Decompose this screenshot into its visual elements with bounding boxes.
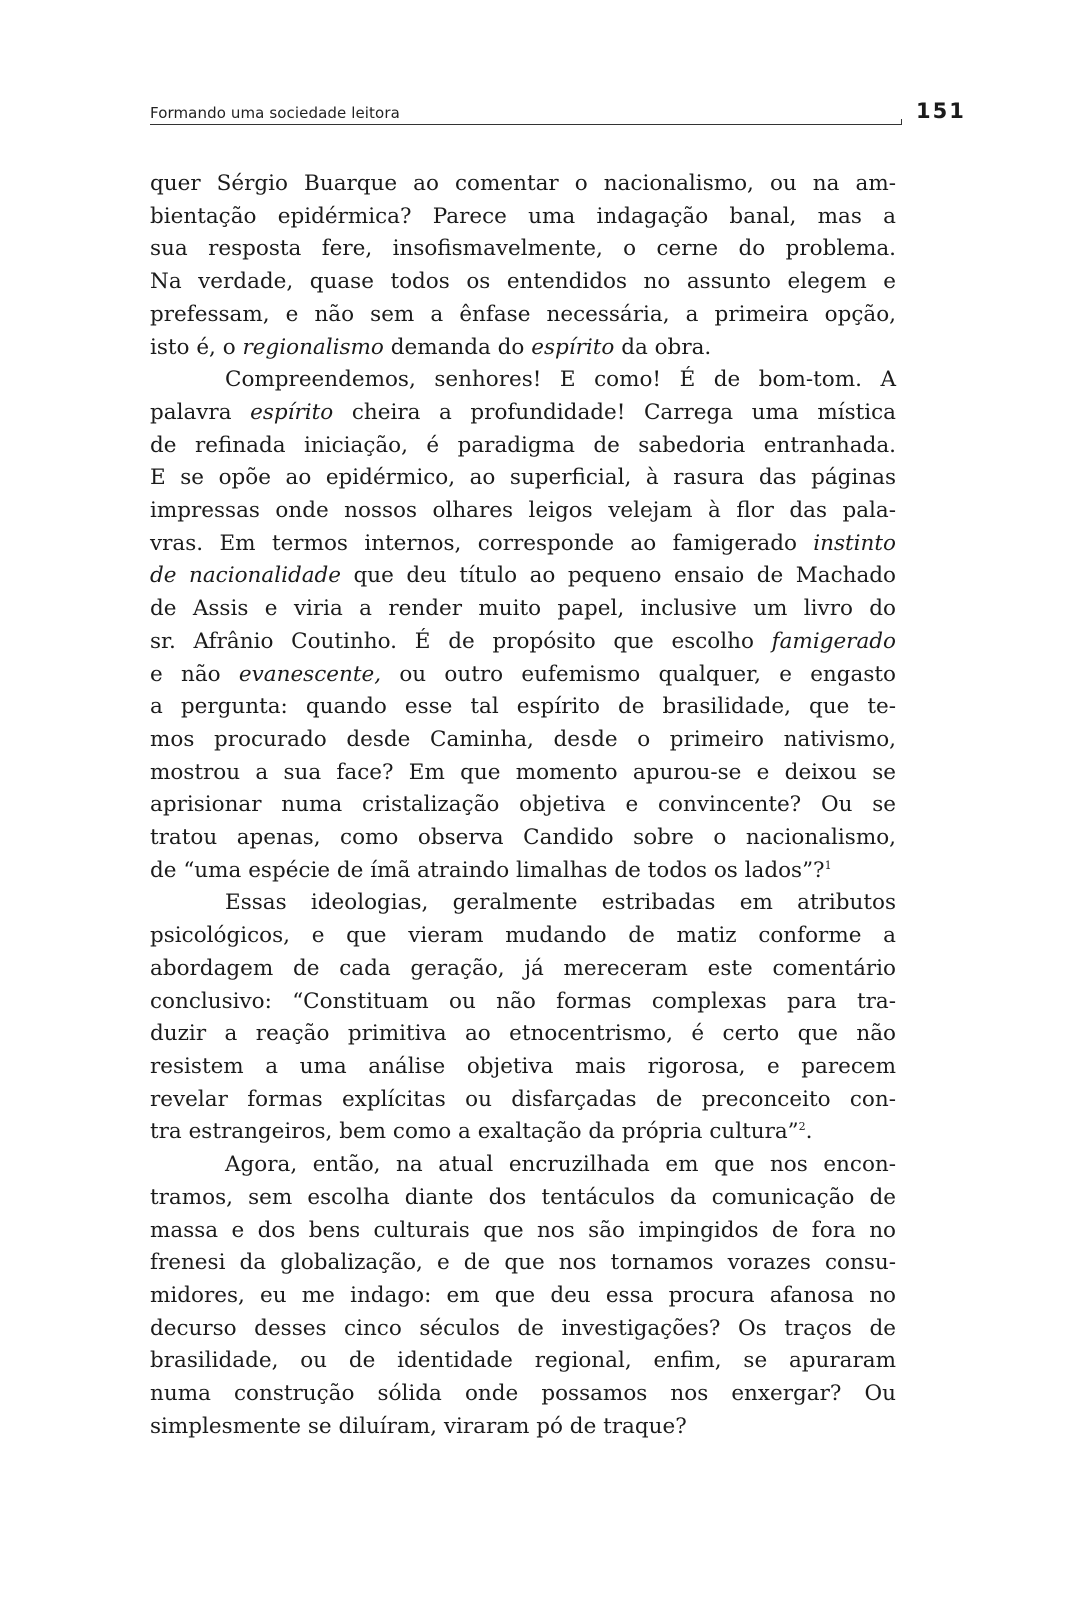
text-line: brasilidade, ou de identidade regional, enfim, se apuraram <box>150 1348 896 1374</box>
text-line: prefessam, e não sem a ênfase necessária, a primeira opção, <box>150 301 896 327</box>
text-line <box>150 1116 896 1149</box>
text-line: resistem a uma análise objetiva mais rigorosa, e parecem <box>150 1053 896 1079</box>
text-line <box>150 397 896 430</box>
text-line: psicológicos, e que vieram mudando de matiz conforme a <box>150 923 896 949</box>
text-line: abordagem de cada geração, já mereceram este comentário <box>150 955 896 981</box>
text-line: conclusivo: “Constituam ou não formas complexas para tra- <box>150 988 896 1014</box>
paragraph-start-line: Agora, então, na atual encruzilhada em que nos encon- <box>225 1152 896 1178</box>
text-line: frenesi da globalização, e de que nos tornamos vorazes consu- <box>150 1250 896 1276</box>
italic-term: espírito <box>531 334 615 360</box>
text-line: de refinada iniciação, é paradigma de sabedoria entranhada. <box>150 432 896 458</box>
text-run: sr. Afrânio Coutinho. É de propósito que escolho <box>150 628 772 654</box>
text-run: de “uma espécie de ímã atraindo limalhas de todos os lados”? <box>150 857 825 883</box>
text-line: mostrou a sua face? Em que momento apurou-se e deixou se <box>150 759 896 785</box>
text-line: massa e dos bens culturais que nos são impingidos de fora no <box>150 1217 896 1243</box>
italic-term: de nacionalidade <box>150 563 342 589</box>
text-line: revelar formas explícitas ou disfarçadas de preconceito con- <box>150 1086 896 1112</box>
header-rule-tick <box>901 119 902 125</box>
text-line: a pergunta: quando esse tal espírito de brasilidade, que te- <box>150 694 896 720</box>
text-run: vras. Em termos internos, corresponde ao famigerado <box>150 530 814 556</box>
text-line: decurso desses cinco séculos de investigações? Os traços de <box>150 1315 896 1341</box>
text-line: bientação epidérmica? Parece uma indagação banal, mas a <box>150 203 896 229</box>
italic-term: evanescente, <box>238 661 382 687</box>
text-line: duzir a reação primitiva ao etnocentrismo, é certo que não <box>150 1021 896 1047</box>
running-head <box>150 99 970 128</box>
text-run: . <box>805 1119 813 1145</box>
text-run: e não <box>150 661 239 687</box>
text-line: mos procurado desde Caminha, desde o primeiro nativismo, <box>150 726 896 752</box>
page-number: 151 <box>916 99 966 123</box>
italic-term: famigerado <box>771 628 896 654</box>
text-run: cheira a profundidade! Carrega uma mística <box>333 399 896 425</box>
text-run: isto é, o <box>150 334 243 360</box>
header-rule <box>150 124 902 125</box>
text-line: Na verdade, quase todos os entendidos no assunto elegem e <box>150 269 896 295</box>
italic-term: regionalismo <box>242 334 384 360</box>
paragraph-start-line: Essas ideologias, geralmente estribadas em atributos <box>225 890 896 916</box>
text-line <box>150 626 896 659</box>
running-title: Formando uma sociedade leitora <box>150 104 400 122</box>
text-line: aprisionar numa cristalização objetiva e convincente? Ou se <box>150 792 896 818</box>
text-line <box>150 659 896 692</box>
text-line: numa construção sólida onde possamos nos enxergar? Ou <box>150 1381 896 1407</box>
text-run: ou outro eufemismo qualquer, e engasto <box>381 661 896 687</box>
text-line: quer Sérgio Buarque ao comentar o nacionalismo, ou na am- <box>150 171 896 196</box>
paragraph-start-line: Compreendemos, senhores! E como! É de bom-tom. A <box>225 367 896 393</box>
text-run: da obra. <box>614 334 712 360</box>
text-line: tramos, sem escolha diante dos tentáculos da comunicação de <box>150 1184 896 1210</box>
text-run: demanda do <box>383 334 532 360</box>
text-line <box>150 560 896 593</box>
text-run: que deu título ao pequeno ensaio de Machado <box>341 563 896 589</box>
text-run: palavra <box>150 399 251 425</box>
text-line: impressas onde nossos olhares leigos velejam à flor das pala- <box>150 498 896 524</box>
italic-term: instinto <box>813 530 896 556</box>
text-run: tra estrangeiros, bem como a exaltação da própria cultura” <box>150 1119 799 1145</box>
text-line <box>150 855 896 888</box>
text-line: tratou apenas, como observa Candido sobre o nacionalismo, <box>150 825 896 851</box>
text-line: de Assis e viria a render muito papel, inclusive um livro do <box>150 596 896 622</box>
text-line: midores, eu me indago: em que deu essa procura afanosa no <box>150 1282 896 1308</box>
footnote-marker: 2 <box>798 1120 806 1134</box>
text-line: E se opõe ao epidérmico, ao superficial, à rasura das páginas <box>150 465 896 491</box>
text-line <box>150 528 896 561</box>
text-line: sua resposta fere, insofismavelmente, o cerne do problema. <box>150 236 896 262</box>
text-line: simplesmente se diluíram, viraram pó de traque? <box>150 1413 687 1439</box>
italic-term: espírito <box>250 399 334 425</box>
footnote-marker: 1 <box>824 858 832 872</box>
body-text <box>150 168 896 1443</box>
text-line <box>150 332 896 365</box>
